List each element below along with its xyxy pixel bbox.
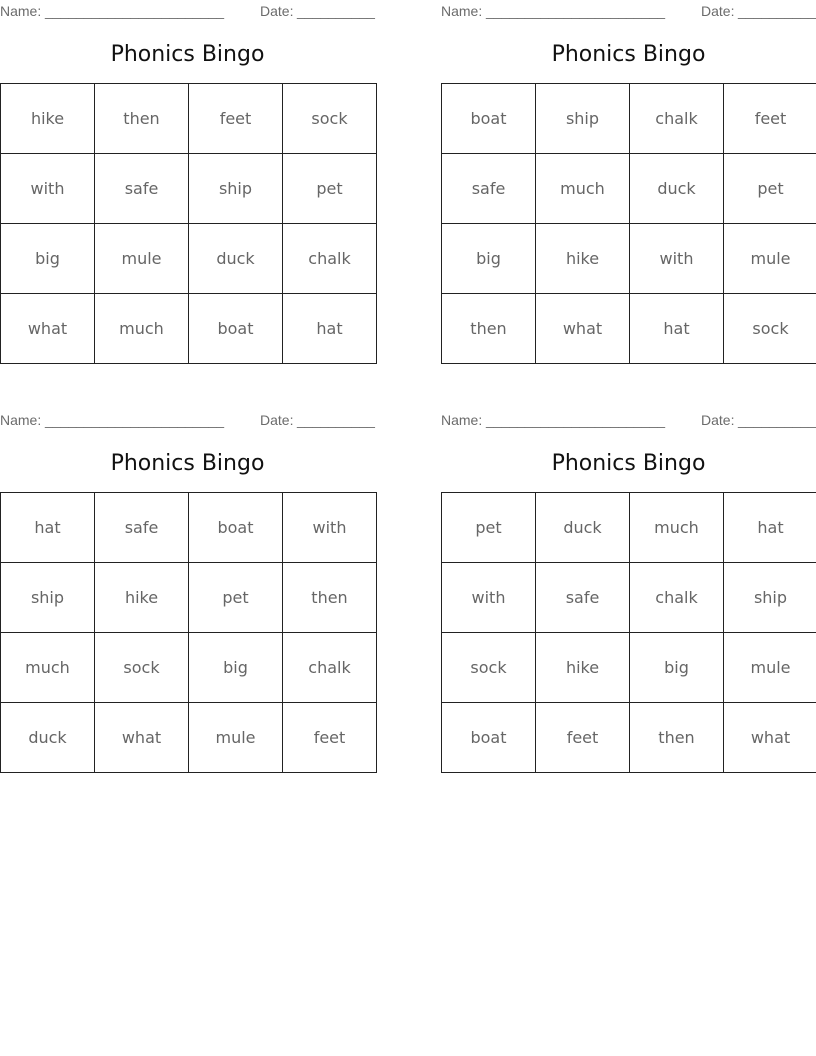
bingo-cell: boat	[442, 84, 536, 154]
bingo-cell: what	[724, 703, 816, 773]
bingo-cell: feet	[536, 703, 630, 773]
bingo-cell: ship	[1, 563, 95, 633]
bingo-cell: chalk	[630, 84, 724, 154]
bingo-cell: pet	[442, 493, 536, 563]
bingo-cell: then	[95, 84, 189, 154]
grid-row	[1, 224, 377, 294]
grid-row	[1, 84, 377, 154]
bingo-cell: boat	[442, 703, 536, 773]
bingo-cell: pet	[724, 154, 816, 224]
bingo-cell: chalk	[283, 224, 377, 294]
bingo-cell: with	[442, 563, 536, 633]
bingo-cell: boat	[189, 294, 283, 364]
bingo-cell: mule	[189, 703, 283, 773]
bingo-cell: mule	[95, 224, 189, 294]
bingo-cell: with	[283, 493, 377, 563]
name-date-row	[441, 412, 816, 428]
grid-row	[442, 563, 816, 633]
bingo-cell: much	[1, 633, 95, 703]
grid-row	[442, 703, 816, 773]
bingo-cell: safe	[536, 563, 630, 633]
name-blank-line: _______________________	[486, 3, 666, 19]
grid-row	[1, 563, 377, 633]
date-label: Date:	[701, 3, 735, 19]
bingo-cell: big	[1, 224, 95, 294]
bingo-cell: boat	[189, 493, 283, 563]
bingo-card	[441, 409, 816, 747]
grid-row	[442, 84, 816, 154]
date-blank-line: __________	[738, 3, 816, 19]
bingo-cell: with	[630, 224, 724, 294]
bingo-cell: hike	[1, 84, 95, 154]
bingo-cell: hat	[1, 493, 95, 563]
bingo-cell: much	[95, 294, 189, 364]
grid-row	[442, 294, 816, 364]
name-label: Name:	[441, 412, 483, 428]
bingo-cell: big	[189, 633, 283, 703]
bingo-cell: duck	[1, 703, 95, 773]
bingo-cell: duck	[630, 154, 724, 224]
bingo-cell: ship	[536, 84, 630, 154]
card-title: Phonics Bingo	[110, 451, 265, 476]
bingo-grid	[0, 83, 377, 364]
bingo-cell: mule	[724, 224, 816, 294]
date-label: Date:	[701, 412, 735, 428]
name-label: Name:	[441, 3, 483, 19]
bingo-cell: feet	[724, 84, 816, 154]
grid-row	[442, 493, 816, 563]
date-label: Date:	[260, 3, 294, 19]
card-title: Phonics Bingo	[551, 42, 706, 67]
grid-row	[1, 633, 377, 703]
bingo-cell: then	[442, 294, 536, 364]
name-label: Name:	[0, 3, 42, 19]
grid-row	[1, 154, 377, 224]
card-title: Phonics Bingo	[110, 42, 265, 67]
bingo-cell: hat	[283, 294, 377, 364]
bingo-cell: big	[630, 633, 724, 703]
bingo-cell: sock	[95, 633, 189, 703]
bingo-grid	[441, 83, 816, 364]
date-blank-line: __________	[738, 412, 816, 428]
grid-row	[1, 294, 377, 364]
bingo-cell: what	[1, 294, 95, 364]
bingo-cell: chalk	[283, 633, 377, 703]
bingo-cell: safe	[95, 493, 189, 563]
grid-row	[1, 493, 377, 563]
bingo-cell: ship	[189, 154, 283, 224]
name-blank-line: _______________________	[45, 3, 225, 19]
bingo-cell: pet	[283, 154, 377, 224]
grid-row	[442, 154, 816, 224]
grid-row	[1, 703, 377, 773]
bingo-card	[0, 0, 375, 338]
grid-row	[442, 224, 816, 294]
name-blank-line: _______________________	[45, 412, 225, 428]
bingo-cell: feet	[283, 703, 377, 773]
bingo-cell: duck	[189, 224, 283, 294]
name-date-row	[441, 3, 816, 19]
bingo-cell: sock	[442, 633, 536, 703]
bingo-cell: hike	[536, 224, 630, 294]
bingo-cell: chalk	[630, 563, 724, 633]
bingo-cell: safe	[442, 154, 536, 224]
bingo-cell: what	[536, 294, 630, 364]
date-label: Date:	[260, 412, 294, 428]
bingo-card	[0, 409, 375, 747]
bingo-cell: duck	[536, 493, 630, 563]
bingo-cell: sock	[283, 84, 377, 154]
bingo-cell: then	[283, 563, 377, 633]
bingo-cell: hike	[95, 563, 189, 633]
name-date-row	[0, 3, 375, 19]
bingo-grid	[441, 492, 816, 773]
bingo-card	[441, 0, 816, 338]
bingo-cell: pet	[189, 563, 283, 633]
grid-row	[442, 633, 816, 703]
bingo-cell: ship	[724, 563, 816, 633]
bingo-cell: mule	[724, 633, 816, 703]
name-label: Name:	[0, 412, 42, 428]
bingo-cell: what	[95, 703, 189, 773]
name-date-row	[0, 412, 375, 428]
bingo-cell: safe	[95, 154, 189, 224]
bingo-cell: big	[442, 224, 536, 294]
bingo-cell: hat	[630, 294, 724, 364]
bingo-grid	[0, 492, 377, 773]
bingo-cell: much	[630, 493, 724, 563]
bingo-cell: hat	[724, 493, 816, 563]
bingo-cell: then	[630, 703, 724, 773]
bingo-cell: feet	[189, 84, 283, 154]
name-blank-line: _______________________	[486, 412, 666, 428]
bingo-cell: much	[536, 154, 630, 224]
bingo-cell: with	[1, 154, 95, 224]
date-blank-line: __________	[297, 412, 375, 428]
card-title: Phonics Bingo	[551, 451, 706, 476]
date-blank-line: __________	[297, 3, 375, 19]
bingo-cell: hike	[536, 633, 630, 703]
bingo-cell: sock	[724, 294, 816, 364]
